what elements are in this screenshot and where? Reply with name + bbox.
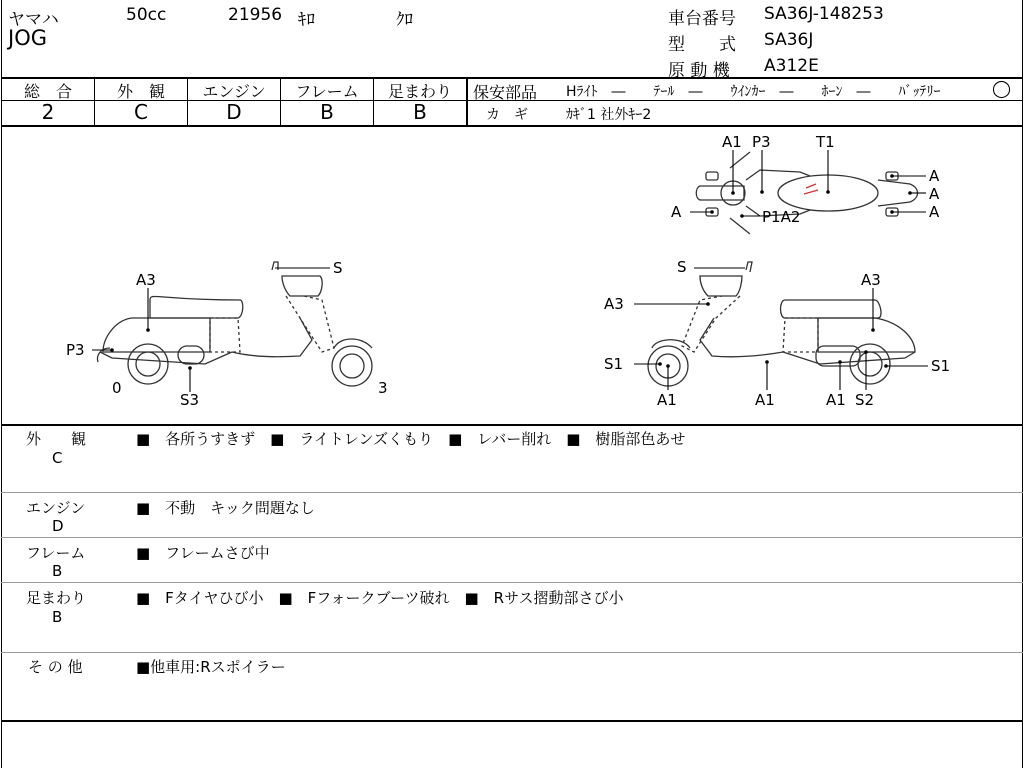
grade-label-engine: エンジン [202,82,266,101]
lbl-top-a1: A1 [722,133,742,151]
scooter-top-view [696,152,917,234]
lbl-top-a-3: A [929,203,940,221]
divider-line [1,582,1023,583]
section-text-engine: ■ 不動 キック問題なし [136,499,315,517]
model-name: JOG [8,26,47,50]
section-text-exterior: ■ 各所うすきず ■ ライトレンズくもり ■ レバー削れ ■ 樹脂部色あせ [136,430,686,448]
safety-items: Hﾗｲﾄ ― ﾃｰﾙ ― ｳｲﾝｶｰ ― ﾎｰﾝ ― ﾊﾞｯﾃﾘｰ [566,84,941,100]
section-label-engine: エンジン [26,499,86,517]
key-label: カ ギ [486,107,528,123]
divider-line [1,492,1023,493]
lbl-right-a3-left: A3 [604,295,624,313]
lbl-left-s: S [333,259,343,277]
key-value: ｶｷﾞ1 社外ｷｰ2 [566,107,652,123]
section-text-suspension: ■ Fタイヤひび小 ■ Fフォークブーツ破れ ■ Rサス摺動部さび小 [136,589,624,607]
section-grade-suspension: B [52,608,63,626]
section-label-suspension: 足まわり [26,589,87,607]
section-text-frame: ■ フレームさび中 [136,544,270,562]
section-label-exterior: 外 観 [26,430,87,448]
lbl-top-p1a2: P1A2 [762,208,801,226]
grade-label-overall: 総 合 [23,82,72,101]
lbl-left-p3: P3 [66,341,85,359]
lbl-right-s: S [677,258,687,276]
lbl-right-a1-c: A1 [826,391,846,409]
type-value: SA36J [764,30,814,50]
frame-no: SA36J-148253 [764,4,884,24]
engine-value: A312E [764,56,819,76]
grade-label-frame: フレーム [295,82,359,101]
section-grade-frame: B [52,562,63,580]
section-text-other: ■他車用:Rスポイラー [136,658,286,676]
divider-line [1,424,1023,426]
section-label-other: そ の 他 [28,658,83,676]
lbl-left-zero: 0 [112,379,122,397]
divider-line [1,720,1023,722]
section-grade-exterior: C [52,449,63,467]
grade-value-suspension: B [413,100,427,124]
lbl-right-a1-a: A1 [657,391,677,409]
grade-label-suspension: 足まわり [387,82,452,101]
safety-title: 保安部品 [473,83,538,102]
lbl-left-s3: S3 [180,391,200,409]
lbl-right-a3-right: A3 [861,271,881,289]
maker: ヤマハ [8,10,59,30]
grade-value-exterior: C [134,100,148,124]
lbl-left-a3: A3 [136,271,156,289]
lbl-top-a-2: A [929,185,940,203]
lbl-top-p3: P3 [752,133,771,151]
lbl-right-a1-b: A1 [755,391,775,409]
lbl-right-s1-left: S1 [604,355,624,373]
battery-ok-mark: ◯ [992,79,1012,99]
lbl-left-three: 3 [378,379,388,397]
damage-diagram [0,126,1024,424]
mileage: 21956 [228,5,283,25]
lbl-top-a-1: A [929,167,940,185]
divider-line [1,537,1023,538]
lbl-right-s2: S2 [855,391,875,409]
grade-value-overall: 2 [41,100,55,124]
lbl-top-t1: T1 [816,133,835,151]
divider-line [1,652,1023,653]
grade-divider [466,78,468,125]
mileage-unit: ｷﾛ [298,10,315,30]
color: ｸﾛ [396,10,413,30]
section-grade-engine: D [52,517,64,535]
frame-no-label: 車台番号 [668,9,736,29]
type-label: 型 式 [668,35,736,55]
grade-label-exterior: 外 観 [116,82,165,101]
grade-value-engine: D [226,100,242,124]
lbl-right-s1-right: S1 [931,357,951,375]
grade-value-frame: B [320,100,334,124]
lbl-top-a-left: A [671,203,682,221]
displacement: 50cc [126,5,167,25]
engine-label: 原 動 機 [668,61,730,81]
section-label-frame: フレーム [26,544,86,562]
